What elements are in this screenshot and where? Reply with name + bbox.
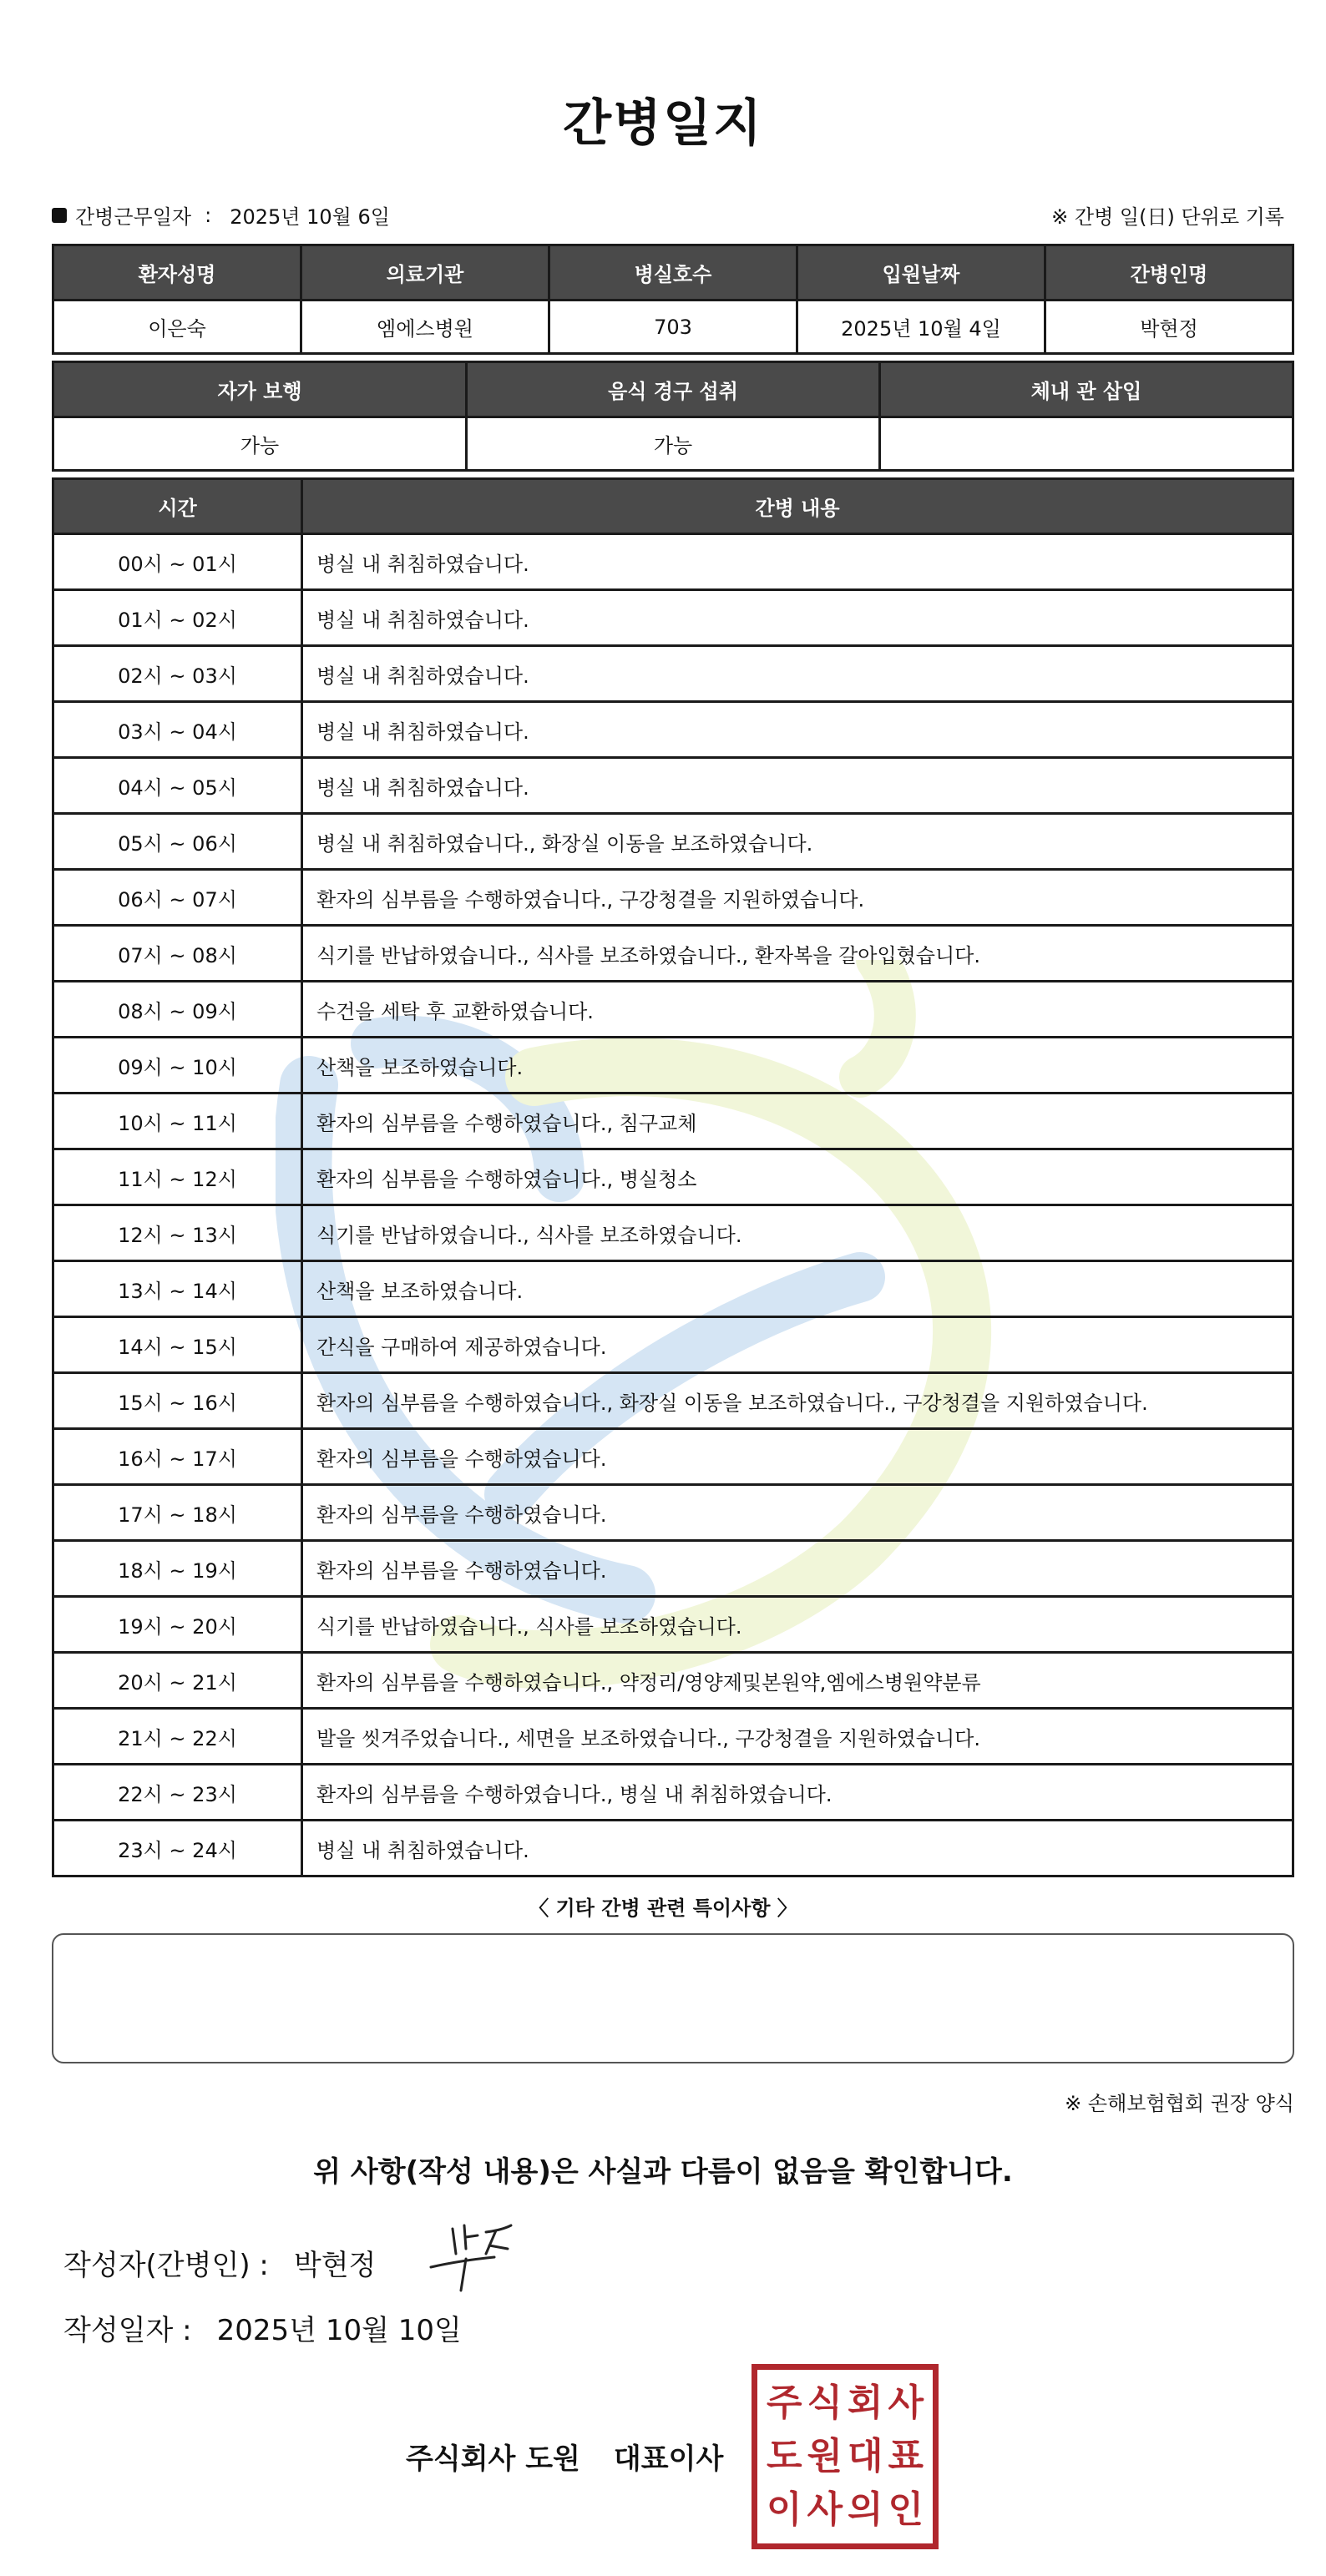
care-work-date: [52, 200, 390, 230]
header-admission-date: 입원날짜: [797, 245, 1045, 301]
table-row: [53, 1541, 1293, 1597]
care-content-cell: 산책을 보조하였습니다.: [302, 1261, 1293, 1317]
time-cell: 22시 ~ 23시: [53, 1765, 302, 1821]
page-title: 간병일지: [563, 94, 763, 153]
header-tube-insertion: 체내 관 삽입: [880, 362, 1293, 417]
medical-institution: 엠에스병원: [301, 301, 549, 354]
care-log-rows: [53, 534, 1293, 1876]
time-cell: 19시 ~ 20시: [53, 1597, 302, 1653]
table-row: [53, 1373, 1293, 1429]
table-row: [53, 590, 1293, 646]
care-content-cell: 수건을 세탁 후 교환하였습니다.: [302, 982, 1293, 1038]
writer-label: 작성자(간병인) :: [63, 2249, 269, 2282]
care-content-cell: 간식을 구매하여 제공하였습니다.: [302, 1317, 1293, 1373]
table-row: [53, 1821, 1293, 1876]
seal-character: 사: [888, 2382, 924, 2424]
table-row: [53, 982, 1293, 1038]
care-content-cell: 환자의 심부름을 수행하였습니다., 침구교체: [302, 1094, 1293, 1149]
time-cell: 18시 ~ 19시: [53, 1541, 302, 1597]
header-room-number: 병실호수: [549, 245, 797, 301]
seal-character: 의: [847, 2488, 883, 2531]
care-content-cell: 병실 내 취침하였습니다.: [302, 1821, 1293, 1876]
recommended-form-note: ※ 손해보험협회 권장 양식: [1065, 2092, 1294, 2115]
care-log-table: [52, 477, 1294, 1877]
header-medical-institution: 의료기관: [301, 245, 549, 301]
seal-character: 식: [807, 2382, 843, 2424]
table-row: [53, 814, 1293, 870]
header-caregiver-name: 간병인명: [1045, 245, 1293, 301]
table-row: [53, 1765, 1293, 1821]
time-cell: 21시 ~ 22시: [53, 1709, 302, 1765]
seal-character: 대: [847, 2435, 883, 2478]
care-content-cell: 환자의 심부름을 수행하였습니다.: [302, 1541, 1293, 1597]
care-content-cell: 산책을 보조하였습니다.: [302, 1038, 1293, 1094]
ceo-title: 대표이사: [613, 2442, 724, 2476]
table-row: [53, 1261, 1293, 1317]
care-work-date-label: 간병근무일자: [75, 205, 192, 229]
care-content-cell: 병실 내 취침하였습니다.: [302, 590, 1293, 646]
header-self-walking: 자가 보행: [53, 362, 467, 417]
table-row: [53, 1149, 1293, 1205]
colon-separator: :: [205, 203, 212, 227]
writer-line: [63, 2242, 376, 2283]
written-date-line: [63, 2307, 462, 2348]
time-cell: 15시 ~ 16시: [53, 1373, 302, 1429]
care-content-cell: 환자의 심부름을 수행하였습니다.: [302, 1429, 1293, 1485]
time-cell: 17시 ~ 18시: [53, 1485, 302, 1541]
patient-info-table: [52, 244, 1294, 355]
written-date-value: 2025년 10월 10일: [216, 2314, 462, 2347]
company-seal-stamp: [752, 2364, 939, 2549]
table-row: [53, 1597, 1293, 1653]
time-cell: 06시 ~ 07시: [53, 870, 302, 926]
table-row: [53, 1653, 1293, 1709]
time-cell: 08시 ~ 09시: [53, 982, 302, 1038]
time-cell: 11시 ~ 12시: [53, 1149, 302, 1205]
tube-insertion-value: [880, 417, 1293, 471]
seal-character: 원: [807, 2435, 843, 2478]
time-cell: 16시 ~ 17시: [53, 1429, 302, 1485]
patient-ability-table: [52, 361, 1294, 472]
time-cell: 09시 ~ 10시: [53, 1038, 302, 1094]
table-row: [53, 1709, 1293, 1765]
written-date-label: 작성일자 :: [63, 2314, 192, 2347]
table-row: [53, 870, 1293, 926]
care-content-cell: 환자의 심부름을 수행하였습니다., 화장실 이동을 보조하였습니다., 구강청결을 지원하였습니다.: [302, 1373, 1293, 1429]
seal-character: 이: [766, 2488, 802, 2531]
special-notes-box: [52, 1933, 1294, 2063]
handwritten-signature: [428, 2220, 519, 2296]
care-content-cell: 병실 내 취침하였습니다.: [302, 758, 1293, 814]
time-cell: 03시 ~ 04시: [53, 702, 302, 758]
care-content-cell: 식기를 반납하였습니다., 식사를 보조하였습니다.: [302, 1205, 1293, 1261]
table-row: [53, 534, 1293, 590]
table-row: [53, 1094, 1293, 1149]
care-content-cell: 환자의 심부름을 수행하였습니다., 병실청소: [302, 1149, 1293, 1205]
time-cell: 20시 ~ 21시: [53, 1653, 302, 1709]
care-content-cell: 병실 내 취침하였습니다.: [302, 702, 1293, 758]
record-unit-note: ※ 간병 일(日) 단위로 기록: [1051, 205, 1284, 229]
seal-character: 사: [807, 2488, 843, 2531]
care-content-cell: 환자의 심부름을 수행하였습니다., 약정리/영양제및본원약,엠에스병원약분류: [302, 1653, 1293, 1709]
time-cell: 00시 ~ 01시: [53, 534, 302, 590]
header-oral-intake: 음식 경구 섭취: [467, 362, 880, 417]
time-cell: 13시 ~ 14시: [53, 1261, 302, 1317]
time-cell: 01시 ~ 02시: [53, 590, 302, 646]
time-cell: 23시 ~ 24시: [53, 1821, 302, 1876]
writer-name: 박현정: [293, 2249, 377, 2282]
care-content-cell: 발을 씻겨주었습니다., 세면을 보조하였습니다., 구강청결을 지원하였습니다.: [302, 1709, 1293, 1765]
table-row: [53, 702, 1293, 758]
time-cell: 12시 ~ 13시: [53, 1205, 302, 1261]
room-number: 703: [549, 301, 797, 354]
seal-character: 도: [766, 2435, 802, 2478]
seal-character: 인: [888, 2488, 924, 2531]
seal-character: 회: [847, 2382, 883, 2424]
time-cell: 04시 ~ 05시: [53, 758, 302, 814]
time-cell: 14시 ~ 15시: [53, 1317, 302, 1373]
table-row: [53, 1317, 1293, 1373]
time-cell: 05시 ~ 06시: [53, 814, 302, 870]
seal-character: 표: [888, 2435, 924, 2478]
table-row: [53, 1429, 1293, 1485]
seal-character: 주: [766, 2382, 802, 2424]
patient-name: 이은숙: [53, 301, 301, 354]
square-bullet-icon: [52, 208, 67, 223]
table-row: [53, 1038, 1293, 1094]
oral-intake-value: 가능: [467, 417, 880, 471]
care-content-cell: 환자의 심부름을 수행하였습니다.: [302, 1485, 1293, 1541]
table-row: [53, 758, 1293, 814]
header-care-content: 간병 내용: [302, 479, 1293, 534]
care-content-cell: 병실 내 취침하였습니다., 화장실 이동을 보조하였습니다.: [302, 814, 1293, 870]
header-patient-name: 환자성명: [53, 245, 301, 301]
company-name: 주식회사 도원: [406, 2442, 580, 2476]
confirmation-statement: 위 사항(작성 내용)은 사실과 다름이 없음을 확인합니다.: [313, 2155, 1013, 2189]
time-cell: 02시 ~ 03시: [53, 646, 302, 702]
time-cell: 07시 ~ 08시: [53, 926, 302, 982]
table-row: [53, 926, 1293, 982]
care-content-cell: 병실 내 취침하였습니다.: [302, 534, 1293, 590]
company-signature-line: [406, 2436, 723, 2477]
time-cell: 10시 ~ 11시: [53, 1094, 302, 1149]
self-walking-value: 가능: [53, 417, 467, 471]
table-row: [53, 1485, 1293, 1541]
header-time: 시간: [53, 479, 302, 534]
admission-date: 2025년 10월 4일: [797, 301, 1045, 354]
care-content-cell: 환자의 심부름을 수행하였습니다., 병실 내 취침하였습니다.: [302, 1765, 1293, 1821]
care-content-cell: 병실 내 취침하였습니다.: [302, 646, 1293, 702]
table-row: [53, 646, 1293, 702]
caregiver-name: 박현정: [1045, 301, 1293, 354]
table-row: [53, 1205, 1293, 1261]
care-work-date-value: 2025년 10월 6일: [230, 205, 390, 229]
care-content-cell: 식기를 반납하였습니다., 식사를 보조하였습니다., 환자복을 갈아입혔습니다.: [302, 926, 1293, 982]
care-content-cell: 식기를 반납하였습니다., 식사를 보조하였습니다.: [302, 1597, 1293, 1653]
care-content-cell: 환자의 심부름을 수행하였습니다., 구강청결을 지원하였습니다.: [302, 870, 1293, 926]
special-notes-title: 〈 기타 간병 관련 특이사항 〉: [529, 1897, 797, 1920]
